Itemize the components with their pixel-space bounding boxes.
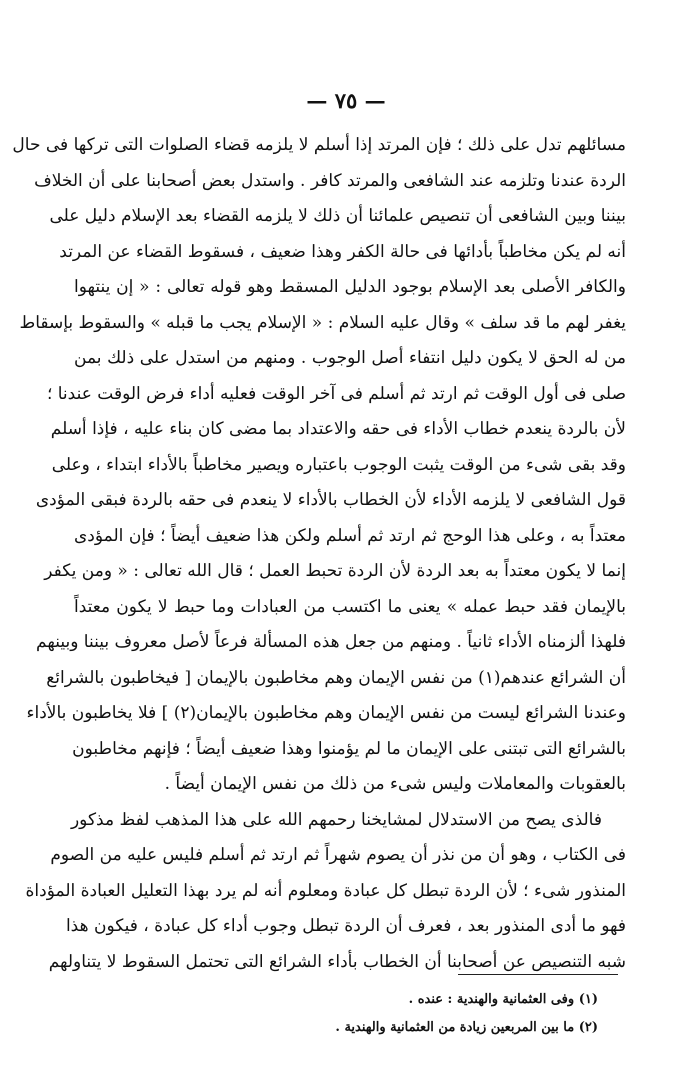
text-line: بالعقوبات والمعاملات وليس شىء من ذلك من نفس الإيمان أيضاً . [164,774,626,794]
text-line: يغفر لهم ما قد سلف » وقال عليه السلام : « الإسلام يجب ما قبله » والسقوط بإسقاط [19,312,626,333]
text-line: المنذور شىء ؛ لأن الردة تبطل كل عبادة ومعلوم أنه لم يرد بهذا التعليل العبادة المؤداة [25,880,626,901]
text-line: فى الكتاب ، وهو أن من نذر أن يصوم شهراً ثم ارتد ثم أسلم فليس عليه من الصوم [50,845,626,865]
text-line: أنه لم يكن مخاطباً بأدائها فى حالة الكفر وهذا ضعيف ، فسقوط القضاء عن المرتد [59,241,626,262]
text-line: قول الشافعى لا يلزمه الأداء لأن الخطاب بالأداء لا ينعدم فى حقه بالردة فبقى المؤدى [35,490,626,510]
text-line: بالإيمان فقد حبط عمله » يعنى ما اكتسب من العبادات وما حبط لا يكون معتداً [74,596,626,617]
text-line: إنما لا يكون معتداً به بعد الردة لأن الردة تحبط العمل ؛ قال الله تعالى : « ومن يكفر [44,561,626,581]
text-line: فالذى يصح من الاستدلال لمشايخنا رحمهم الله على هذا المذهب لفظ مذكور [70,809,602,830]
text-line: مسائلهم تدل على ذلك ؛ فإن المرتد إذا أسلم لا يلزمه قضاء الصلوات التى تركها فى حال [12,135,626,155]
text-line: بيننا وبين الشافعى أن تنصيص علمائنا أن ذلك لا يلزمه القضاء بعد الإسلام دليل على [49,206,626,226]
text-line: وقد بقى شىء من الوقت يثبت الوجوب باعتباره ويصير مخاطباً بالأداء ابتداء ، وعلى [51,454,626,475]
footnotes [74,986,626,1042]
text-line: فلهذا ألزمناه الأداء ثانياً . ومنهم من جعل هذه المسألة فرعاً لأصل معروف بيننا وبينهم [36,632,626,652]
text-line: شبه التنصيص عن أصحابنا أن الخطاب بأداء الشرائع التى تحتمل السقوط لا يتناولهم [48,951,626,972]
text-line: الردة عندنا وتلزمه عند الشافعى والمرتد كافر . واستدل بعض أصحابنا على أن الخلاف [34,170,626,191]
text-line: بالشرائع التى تبتنى على الإيمان ما لم يؤمنوا وهذا ضعيف أيضاً ؛ فإنهم مخاطبون [72,738,626,759]
text-line: وعندنا الشرائع ليست من نفس الإيمان وهم مخاطبون بالإيمان(٢) ] فلا يخاطبون بالأداء [26,703,626,723]
text-line: فهو ما أدى المنذور بعد ، فعرف أن الردة تبطل وجوب أداء كل عبادة ، فيكون هذا [65,916,626,936]
footnote-1: (١) وفى العثمانية والهندية : عنده . [408,992,598,1007]
footnote-2: (٢) ما بين المربعين زيادة من العثمانية والهندية . [335,1020,598,1035]
text-line: أن الشرائع عندهم(١) من نفس الإيمان وهم مخاطبون بالإيمان [ فيخاطبون بالشرائع [46,667,626,688]
text-line: من له الحق لا يكون دليل انتفاء أصل الوجوب . ومنهم من استدل على ذلك بمن [74,348,626,368]
page-number: — ٧٥ — [306,88,386,113]
text-line: والكافر الأصلى بعد الإسلام بوجود الدليل المسقط وهو قوله تعالى : « إن ينتهوا [74,277,626,297]
text-line: لأن بالردة ينعدم خطاب الأداء فى حقه والاعتداد بما مضى كان بناء عليه ، فإذا أسلم [50,419,626,439]
text-line: معتداً به ، وعلى هذا الوحج ثم ارتد ثم أسلم ولكن هذا ضعيف أيضاً ؛ فإن المؤدى [74,525,626,546]
body-text [12,128,626,980]
footnote-divider [458,974,618,975]
text-line: صلى فى أول الوقت ثم ارتد ثم أسلم فى آخر الوقت فعليه أداء فرض الوقت عندنا ؛ [46,383,626,404]
